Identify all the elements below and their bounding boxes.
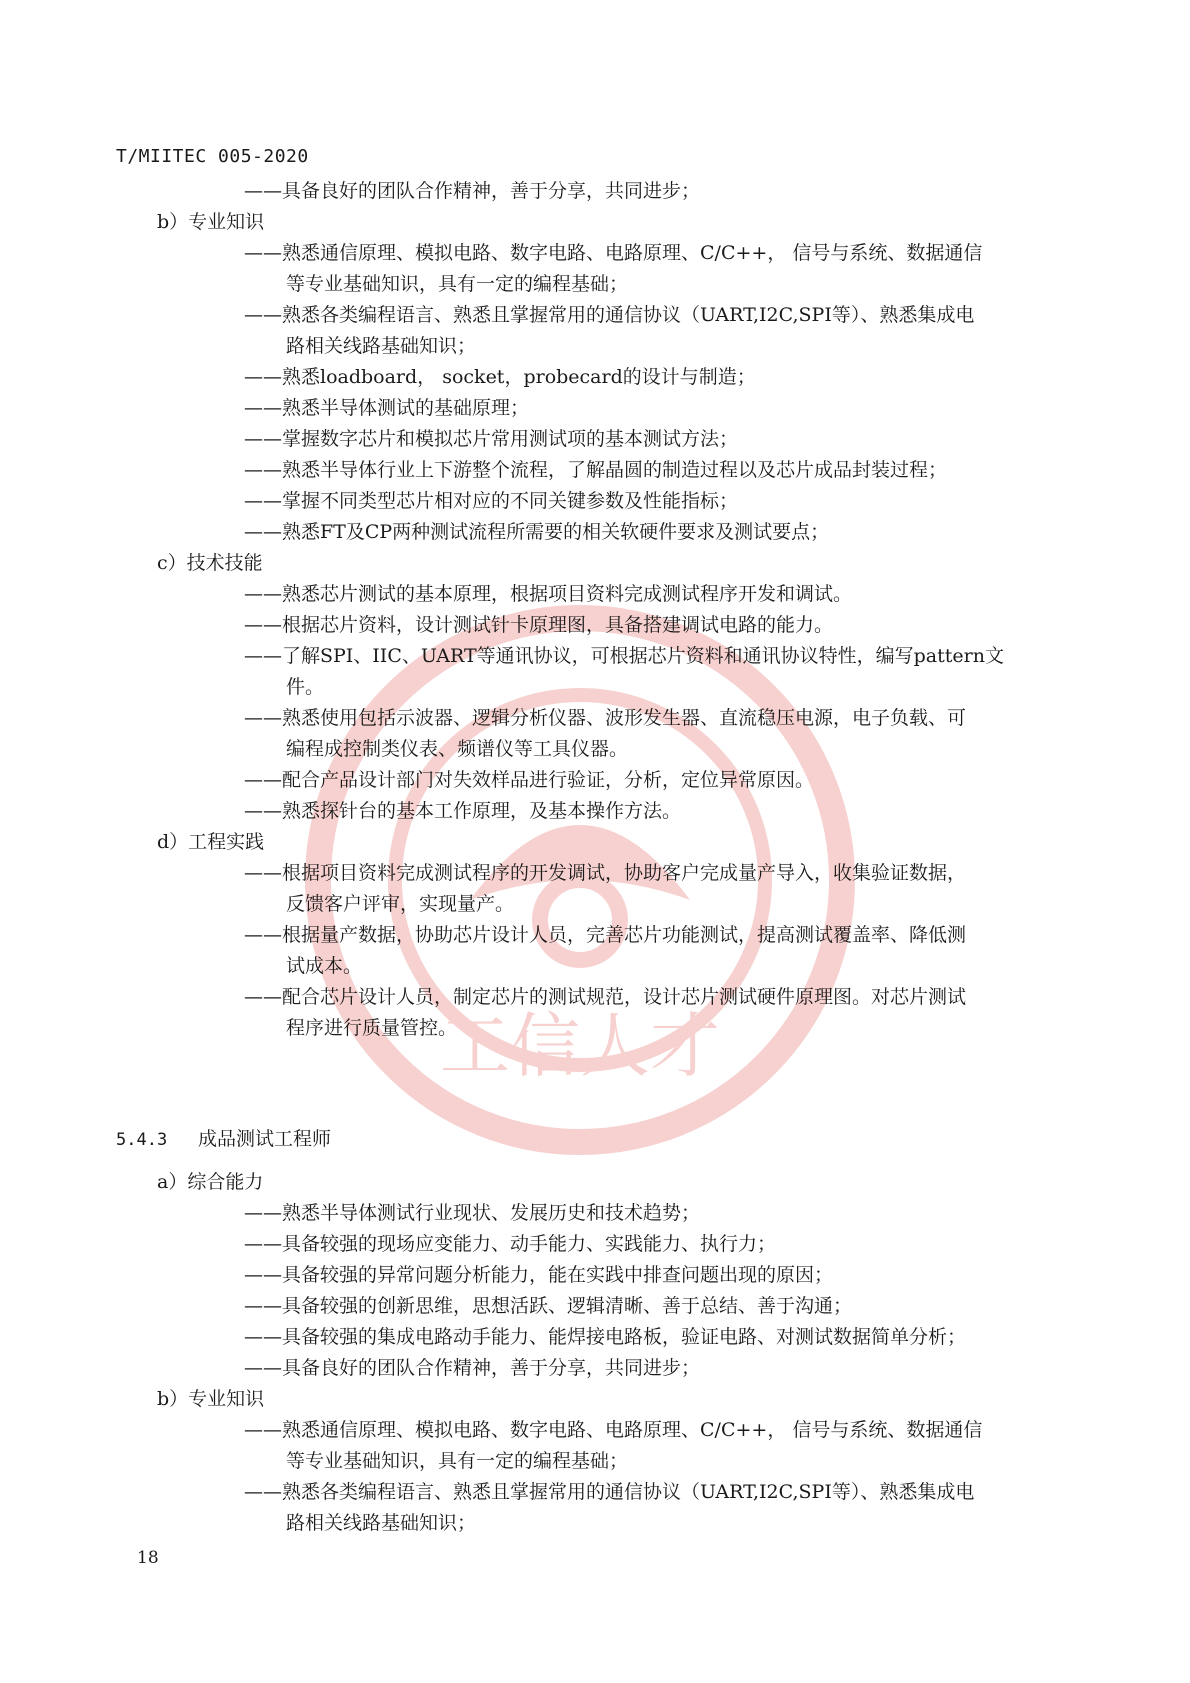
list-item: ——具备良好的团队合作精神，善于分享，共同进步；: [244, 180, 701, 202]
list-item: ——具备较强的创新思维，思想活跃、逻辑清晰、善于总结、善于沟通；: [244, 1295, 853, 1317]
list-item: ——配合产品设计部门对失效样品进行验证，分析，定位异常原因。: [244, 769, 815, 791]
list-item: ——熟悉探针台的基本工作原理，及基本操作方法。: [244, 800, 682, 822]
list-item: ——具备良好的团队合作精神，善于分享，共同进步；: [244, 1357, 701, 1379]
list-item-continuation: 编程成控制类仪表、频谱仪等工具仪器。: [286, 738, 629, 760]
subsection-label: b）专业知识: [157, 211, 265, 233]
list-item: ——具备较强的现场应变能力、动手能力、实践能力、执行力；: [244, 1233, 777, 1255]
subsection-label: d）工程实践: [157, 831, 265, 853]
list-item: ——配合芯片设计人员，制定芯片的测试规范，设计芯片测试硬件原理图。对芯片测试: [244, 986, 967, 1008]
list-item-continuation: 件。: [286, 676, 325, 698]
list-item: ——熟悉半导体测试的基础原理；: [244, 397, 530, 419]
section-heading: [116, 1124, 331, 1151]
document-header: T/MIITEC 005-2020: [116, 146, 309, 167]
list-item: ——根据项目资料完成测试程序的开发调试，协助客户完成量产导入，收集验证数据，: [244, 862, 967, 884]
list-item: ——熟悉通信原理、模拟电路、数字电路、电路原理、C/C++， 信号与系统、数据通信: [244, 242, 983, 264]
subsection-label: b）专业知识: [157, 1388, 265, 1410]
list-item-continuation: 反馈客户评审，实现量产。: [286, 893, 515, 915]
page-number: 18: [137, 1548, 159, 1568]
list-item: ——熟悉loadboard， socket，probecard的设计与制造；: [244, 366, 756, 388]
section-number: 5.4.3: [116, 1130, 168, 1150]
list-item: ——根据芯片资料，设计测试针卡原理图，具备搭建调试电路的能力。: [244, 614, 834, 636]
list-item: ——具备较强的异常问题分析能力，能在实践中排查问题出现的原因；: [244, 1264, 834, 1286]
list-item: ——掌握不同类型芯片相对应的不同关键参数及性能指标；: [244, 490, 739, 512]
list-item: ——熟悉芯片测试的基本原理，根据项目资料完成测试程序开发和调试。: [244, 583, 853, 605]
list-item: ——掌握数字芯片和模拟芯片常用测试项的基本测试方法；: [244, 428, 739, 450]
list-item: ——熟悉通信原理、模拟电路、数字电路、电路原理、C/C++， 信号与系统、数据通信: [244, 1419, 983, 1441]
subsection-label: a）综合能力: [157, 1171, 264, 1193]
list-item: ——根据量产数据，协助芯片设计人员，完善芯片功能测试，提高测试覆盖率、降低测: [244, 924, 967, 946]
list-item: ——熟悉半导体行业上下游整个流程，了解晶圆的制造过程以及芯片成品封装过程；: [244, 459, 948, 481]
list-item-continuation: 路相关线路基础知识；: [286, 1512, 477, 1534]
list-item-continuation: 试成本。: [286, 955, 363, 977]
watermark-text: 工信人才: [440, 1005, 720, 1087]
list-item: ——熟悉使用包括示波器、逻辑分析仪器、波形发生器、直流稳压电源，电子负载、可: [244, 707, 967, 729]
list-item: ——熟悉FT及CP两种测试流程所需要的相关软硬件要求及测试要点；: [244, 521, 830, 543]
list-item: ——了解SPI、IIC、UART等通讯协议，可根据芯片资料和通讯协议特性，编写pattern文: [244, 645, 1004, 667]
subsection-label: c）技术技能: [157, 552, 263, 574]
list-item: ——熟悉各类编程语言、熟悉且掌握常用的通信协议（UART,I2C,SPI等）、熟悉集成电: [244, 1481, 975, 1503]
list-item-continuation: 路相关线路基础知识；: [286, 335, 477, 357]
section-title: 成品测试工程师: [198, 1128, 332, 1150]
list-item-continuation: 等专业基础知识，具有一定的编程基础；: [286, 273, 629, 295]
list-item: ——熟悉各类编程语言、熟悉且掌握常用的通信协议（UART,I2C,SPI等）、熟悉集成电: [244, 304, 975, 326]
list-item-continuation: 等专业基础知识，具有一定的编程基础；: [286, 1450, 629, 1472]
list-item: ——熟悉半导体测试行业现状、发展历史和技术趋势；: [244, 1202, 701, 1224]
list-item-continuation: 程序进行质量管控。: [286, 1017, 458, 1039]
list-item: ——具备较强的集成电路动手能力、能焊接电路板，验证电路、对测试数据简单分析；: [244, 1326, 967, 1348]
